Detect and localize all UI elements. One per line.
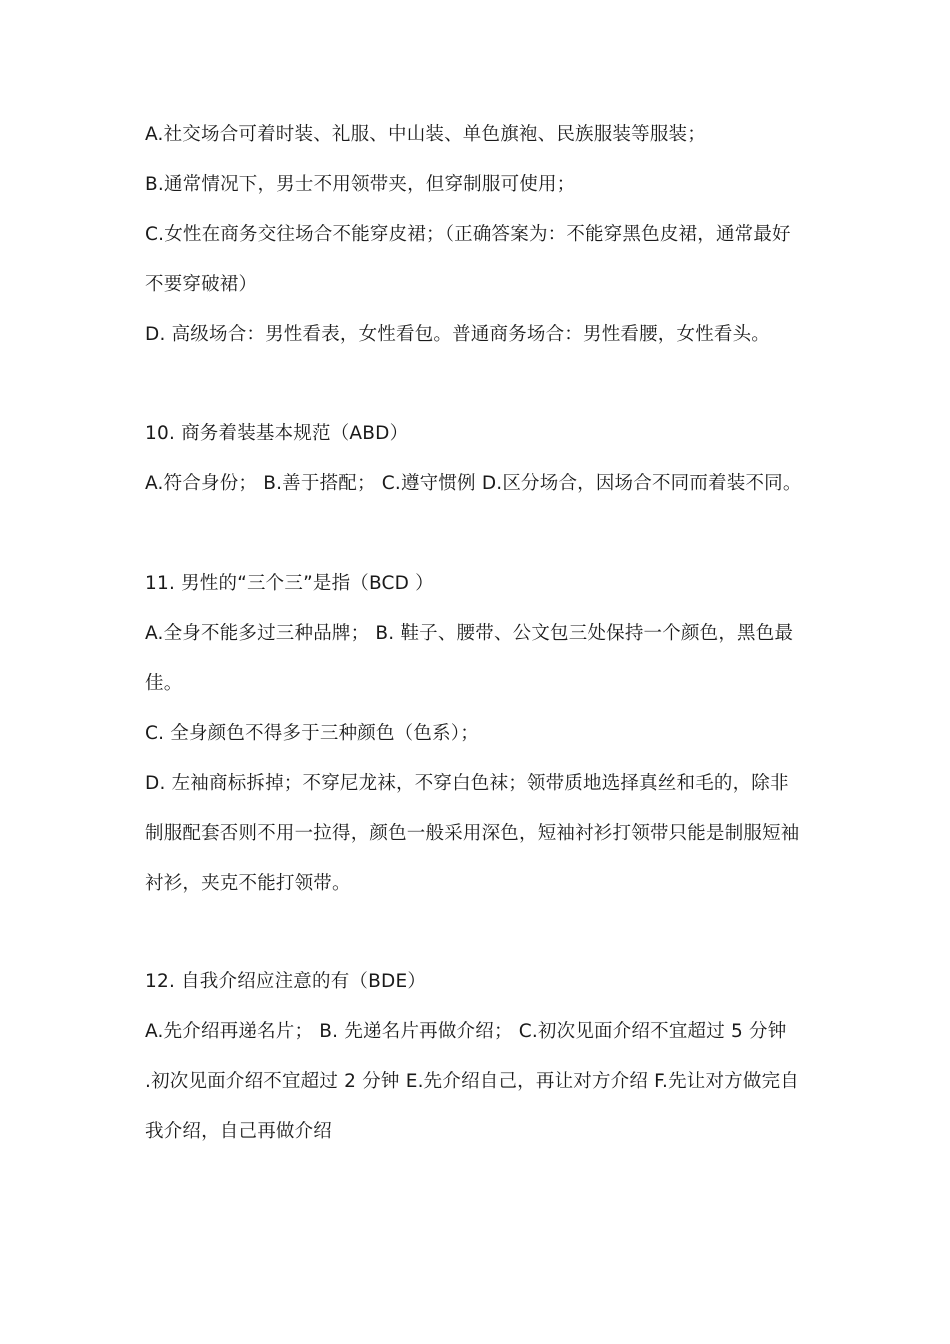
question-11-title: 11. 男性的“三个三”是指（BCD ） [145, 573, 434, 594]
question-12-options-cont-1: .初次见面介绍不宜超过 2 分钟 E.先介绍自己，再让对方介绍 F.先让对方做完自 [145, 1071, 799, 1092]
question-11-option-c: C. 全身颜色不得多于三种颜色（色系）； [145, 723, 479, 744]
question-12-options-cont-2: 我介绍，自己再做介绍 [145, 1121, 333, 1142]
question-10-title: 10. 商务着装基本规范（ABD） [145, 423, 409, 444]
question-11-option-d: D. 左袖商标拆掉；不穿尼龙袜，不穿白色袜；领带质地选择真丝和毛的，除非 [145, 773, 789, 794]
question-12-options: A.先介绍再递名片； B. 先递名片再做介绍； C.初次见面介绍不宜超过 5 分钟 [145, 1021, 787, 1042]
option-c-line: C.女性在商务交往场合不能穿皮裙；（正确答案为：不能穿黑色皮裙，通常最好 [145, 224, 791, 245]
option-b-line: B.通常情况下，男士不用领带夹，但穿制服可使用； [145, 174, 576, 195]
question-12-title: 12. 自我介绍应注意的有（BDE） [145, 971, 427, 992]
question-11-option-a-cont: 佳。 [145, 673, 183, 694]
option-d-line: D. 高级场合：男性看表，女性看包。普通商务场合：男性看腰，女性看头。 [145, 324, 771, 345]
question-10-options: A.符合身份； B.善于搭配； C.遵守惯例 D.区分场合，因场合不同而着装不同。 [145, 473, 802, 494]
question-11-option-d-cont-2: 衬衫，夹克不能打领带。 [145, 873, 351, 894]
option-c-line-cont: 不要穿破裙） [145, 274, 258, 295]
question-11-option-d-cont-1: 制服配套否则不用一拉得，颜色一般采用深色，短袖衬衫打领带只能是制服短袖 [145, 823, 800, 844]
question-11-option-a: A.全身不能多过三种品牌； B. 鞋子、腰带、公文包三处保持一个颜色，黑色最 [145, 623, 794, 644]
option-a-line: A.社交场合可着时装、礼服、中山装、单色旗袍、民族服装等服装； [145, 124, 706, 145]
